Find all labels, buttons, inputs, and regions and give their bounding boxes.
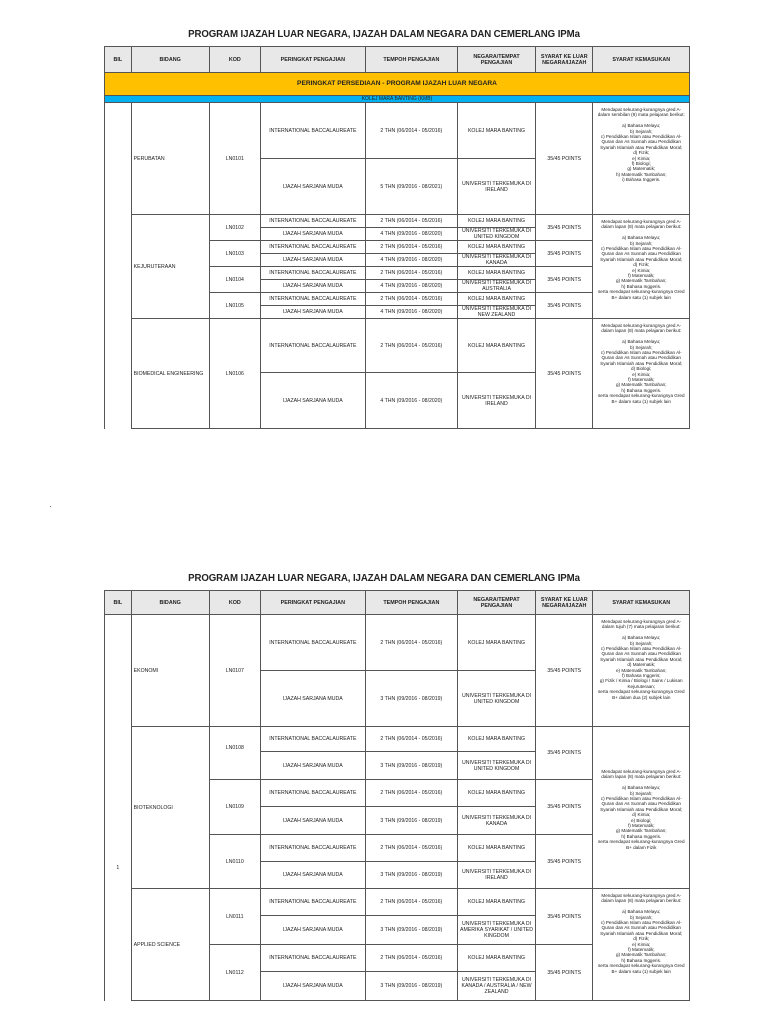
bidang-cell: BIOMEDICAL ENGINEERING xyxy=(131,319,209,429)
col-syarat-masuk: SYARAT KEMASUKAN xyxy=(593,591,690,615)
peringkat-cell: IJAZAH SARJANA MUDA xyxy=(260,916,365,945)
peringkat-cell: IJAZAH SARJANA MUDA xyxy=(260,159,365,215)
negara-cell: KOLEJ MARA BANTING xyxy=(458,889,536,916)
kod-cell: LN0109 xyxy=(209,780,260,835)
negara-cell: UNIVERSITI TERKEMUKA DI IRELAND xyxy=(458,373,536,429)
kod-cell: LN0112 xyxy=(209,945,260,1001)
syarat-luar-cell: 35/45 POINTS xyxy=(536,945,593,1001)
col-peringkat: PERINGKAT PENGAJIAN xyxy=(260,591,365,615)
negara-cell: KOLEJ MARA BANTING xyxy=(458,267,536,280)
syarat-luar-cell: 35/45 POINTS xyxy=(536,780,593,835)
col-syarat-masuk: SYARAT KEMASUKAN xyxy=(593,47,690,73)
tempoh-cell: 2 THN (06/2014 - 05/2016) xyxy=(365,103,457,159)
negara-cell: KOLEJ MARA BANTING xyxy=(458,293,536,306)
tempoh-cell: 2 THN (06/2014 - 05/2016) xyxy=(365,615,457,671)
peringkat-cell: INTERNATIONAL BACCALAUREATE xyxy=(260,615,365,671)
syarat-luar-cell: 35/45 POINTS xyxy=(536,293,593,319)
col-bidang: BIDANG xyxy=(131,47,209,73)
negara-cell: KOLEJ MARA BANTING xyxy=(458,319,536,373)
peringkat-cell: INTERNATIONAL BACCALAUREATE xyxy=(260,945,365,972)
peringkat-cell: INTERNATIONAL BACCALAUREATE xyxy=(260,215,365,228)
page-title: PROGRAM IJAZAH LUAR NEGARA, IJAZAH DALAM NEGARA DAN CEMERLANG IPMa xyxy=(188,28,580,40)
col-tempoh: TEMPOH PENGAJIAN xyxy=(365,47,457,73)
kod-cell: LN0106 xyxy=(209,319,260,429)
kod-cell: LN0111 xyxy=(209,889,260,945)
col-kod: KOD xyxy=(209,591,260,615)
peringkat-cell: IJAZAH SARJANA MUDA xyxy=(260,807,365,835)
peringkat-cell: IJAZAH SARJANA MUDA xyxy=(260,862,365,889)
tempoh-cell: 4 THN (09/2016 - 08/2020) xyxy=(365,373,457,429)
page-title: PROGRAM IJAZAH LUAR NEGARA, IJAZAH DALAM NEGARA DAN CEMERLANG IPMa xyxy=(188,572,580,584)
programme-table xyxy=(104,590,690,1001)
negara-cell: UNIVERSITI TERKEMUKA DI UNITED KINGDOM xyxy=(458,228,536,241)
tempoh-cell: 5 THN (09/2016 - 08/2021) xyxy=(365,159,457,215)
table-row xyxy=(105,727,690,752)
syarat-luar-cell: 35/45 POINTS xyxy=(536,241,593,267)
syarat-masuk-cell: Mendapat sekurang-kurangnya gred A- dalam lapan (8) mata pelajaran berikut: a) Bahasa Melayu; b) Sejarah; c) Pendidikan Islam atau Pendidikan Al-Quran dan As Sunnah atau Pendidikan Syariah Islamiah atau Pendidikan Moral; d) Fizik; e) Kimia; f) Matematik; g) Matematik Tambahan; h) Bahasa Inggeris. serta mendapat sekurang-kurangnya Gred B+ dalam satu (1) subjek lain xyxy=(593,215,690,319)
peringkat-cell: INTERNATIONAL BACCALAUREATE xyxy=(260,241,365,254)
negara-cell: UNIVERSITI TERKEMUKA DI AUSTRALIA xyxy=(458,280,536,293)
kod-cell: LN0102 xyxy=(209,215,260,241)
kod-cell: LN0110 xyxy=(209,835,260,889)
peringkat-cell: INTERNATIONAL BACCALAUREATE xyxy=(260,835,365,862)
tempoh-cell: 4 THN (09/2016 - 08/2020) xyxy=(365,228,457,241)
section-subband xyxy=(105,96,690,103)
syarat-luar-cell: 35/45 POINTS xyxy=(536,615,593,727)
kod-cell: LN0105 xyxy=(209,293,260,319)
tempoh-cell: 3 THN (09/2016 - 08/2019) xyxy=(365,807,457,835)
tempoh-cell: 3 THN (09/2016 - 08/2019) xyxy=(365,972,457,1001)
table-row xyxy=(105,319,690,373)
tempoh-cell: 2 THN (06/2014 - 05/2016) xyxy=(365,267,457,280)
col-peringkat: PERINGKAT PENGAJIAN xyxy=(260,47,365,73)
syarat-luar-cell: 35/45 POINTS xyxy=(536,889,593,945)
negara-cell: KOLEJ MARA BANTING xyxy=(458,727,536,752)
peringkat-cell: IJAZAH SARJANA MUDA xyxy=(260,228,365,241)
syarat-luar-cell: 35/45 POINTS xyxy=(536,267,593,293)
kod-cell: LN0108 xyxy=(209,727,260,780)
kod-cell: LN0103 xyxy=(209,241,260,267)
tempoh-cell: 2 THN (06/2014 - 05/2016) xyxy=(365,319,457,373)
tempoh-cell: 2 THN (06/2014 - 05/2016) xyxy=(365,780,457,807)
peringkat-cell: INTERNATIONAL BACCALAUREATE xyxy=(260,889,365,916)
negara-cell: UNIVERSITI TERKEMUKA DI IRELAND xyxy=(458,862,536,889)
peringkat-cell: INTERNATIONAL BACCALAUREATE xyxy=(260,780,365,807)
tempoh-cell: 2 THN (06/2014 - 05/2016) xyxy=(365,215,457,228)
syarat-masuk-cell: Mendapat sekurang-kurangnya gred A- dalam sembilan (9) mata pelajaran berikut: a) Bahasa Melayu; b) Sejarah; c) Pendidikan Islam atau Pendidikan Al-Quran dan As Sunnah atau Pendidikan Syariah Islamiah atau Pendidikan Moral; d) Fizik; e) Kimia; f) Biologi; g) Matematik; h) Matematik Tambahan; i) Bahasa Inggeris. xyxy=(593,103,690,215)
bidang-cell: KEJURUTERAAN xyxy=(131,215,209,319)
syarat-masuk-cell: Mendapat sekurang-kurangnya gred A- dalam lapan (8) mata pelajaran berikut: a) Bahasa Melayu; b) Sejarah; c) Pendidikan Islam atau Pendidikan Al-Quran dan As Sunnah atau Pendidikan Syariah Islamiah atau Pendidikan Moral; d) Kimia; e) Biologi; f) Matematik; g) Matematik Tambahan; h) Bahasa Inggeris. serta mendapat sekurang-kurangnya Gred B+ dalam Fizik xyxy=(593,727,690,889)
col-negara: NEGARA/TEMPAT PENGAJIAN xyxy=(458,591,536,615)
header-row xyxy=(105,47,690,73)
tempoh-cell: 2 THN (06/2014 - 05/2016) xyxy=(365,293,457,306)
peringkat-cell: IJAZAH SARJANA MUDA xyxy=(260,752,365,780)
negara-cell: KOLEJ MARA BANTING xyxy=(458,241,536,254)
tempoh-cell: 2 THN (06/2014 - 05/2016) xyxy=(365,727,457,752)
syarat-masuk-cell: Mendapat sekurang-kurangnya gred A- dalam lapan (8) mata pelajaran berikut: a) Bahasa Melayu; b) Sejarah; c) Pendidikan Islam atau Pendidikan Al-Quran dan As Sunnah atau Pendidikan Syariah Islamiah atau Pendidikan Moral; d) Biologi; e) Kimia; f) Matematik; g) Matematik Tambahan; h) Bahasa Inggeris. serta mendapat sekurang-kurangnya Gred B+ dalam satu (1) subjek lain xyxy=(593,319,690,429)
negara-cell: UNIVERSITI TERKEMUKA DI NEW ZEALAND xyxy=(458,306,536,319)
peringkat-cell: IJAZAH SARJANA MUDA xyxy=(260,972,365,1001)
table-row xyxy=(105,615,690,671)
peringkat-cell: IJAZAH SARJANA MUDA xyxy=(260,254,365,267)
peringkat-cell: INTERNATIONAL BACCALAUREATE xyxy=(260,727,365,752)
kod-cell: LN0104 xyxy=(209,267,260,293)
negara-cell: KOLEJ MARA BANTING xyxy=(458,103,536,159)
kod-cell: LN0107 xyxy=(209,615,260,727)
syarat-luar-cell: 35/45 POINTS xyxy=(536,103,593,215)
negara-cell: UNIVERSITI TERKEMUKA DI UNITED KINGDOM xyxy=(458,752,536,780)
negara-cell: KOLEJ MARA BANTING xyxy=(458,945,536,972)
bidang-cell: APPLIED SCIENCE xyxy=(131,889,209,1001)
tempoh-cell: 4 THN (09/2016 - 08/2020) xyxy=(365,280,457,293)
negara-cell: UNIVERSITI TERKEMUKA DI KANADA xyxy=(458,807,536,835)
col-bil: BIL xyxy=(105,47,132,73)
syarat-luar-cell: 35/45 POINTS xyxy=(536,215,593,241)
syarat-luar-cell: 35/45 POINTS xyxy=(536,727,593,780)
header-row xyxy=(105,591,690,615)
col-tempoh: TEMPOH PENGAJIAN xyxy=(365,591,457,615)
negara-cell: UNIVERSITI TERKEMUKA DI UNITED KINGDOM xyxy=(458,671,536,727)
negara-cell: KOLEJ MARA BANTING xyxy=(458,615,536,671)
peringkat-cell: INTERNATIONAL BACCALAUREATE xyxy=(260,267,365,280)
col-bidang: BIDANG xyxy=(131,591,209,615)
peringkat-cell: INTERNATIONAL BACCALAUREATE xyxy=(260,293,365,306)
table-row xyxy=(105,889,690,916)
bil-cell xyxy=(105,103,132,429)
tempoh-cell: 3 THN (09/2016 - 08/2019) xyxy=(365,752,457,780)
negara-cell: KOLEJ MARA BANTING xyxy=(458,835,536,862)
negara-cell: UNIVERSITI TERKEMUKA DI IRELAND xyxy=(458,159,536,215)
negara-cell: UNIVERSITI TERKEMUKA DI KANADA xyxy=(458,254,536,267)
syarat-masuk-cell: Mendapat sekurang-kurangnya gred A- dalam lapan (8) mata pelajaran berikut: a) Bahasa Melayu; b) Sejarah; c) Pendidikan Islam atau Pendidikan Al-Quran dan As Sunnah atau Pendidikan Syariah Islamiah atau Pendidikan Moral; d) Fizik; e) Kimia; f) Matematik; g) Matematik Tambahan; h) Bahasa Inggeris. serta mendapat sekurang-kurangnya Gred B+ dalam satu (1) subjek lain xyxy=(593,889,690,1001)
tempoh-cell: 3 THN (09/2016 - 08/2019) xyxy=(365,916,457,945)
col-kod: KOD xyxy=(209,47,260,73)
bil-cell: 1 xyxy=(105,615,132,1001)
peringkat-cell: IJAZAH SARJANA MUDA xyxy=(260,306,365,319)
peringkat-cell: IJAZAH SARJANA MUDA xyxy=(260,671,365,727)
col-syarat-luar: SYARAT KE LUAR NEGARA/IJAZAH xyxy=(536,591,593,615)
peringkat-cell: INTERNATIONAL BACCALAUREATE xyxy=(260,319,365,373)
programme-table xyxy=(104,46,690,429)
negara-cell: KOLEJ MARA BANTING xyxy=(458,215,536,228)
kod-cell: LN0101 xyxy=(209,103,260,215)
col-negara: NEGARA/TEMPAT PENGAJIAN xyxy=(458,47,536,73)
section-subtitle: KOLEJ MARA BANTING (KMB) xyxy=(105,96,690,103)
tempoh-cell: 4 THN (09/2016 - 08/2020) xyxy=(365,306,457,319)
tempoh-cell: 3 THN (09/2016 - 08/2019) xyxy=(365,671,457,727)
syarat-luar-cell: 35/45 POINTS xyxy=(536,835,593,889)
bidang-cell: EKONOMI xyxy=(131,615,209,727)
tempoh-cell: 2 THN (06/2014 - 05/2016) xyxy=(365,241,457,254)
col-bil: BIL xyxy=(105,591,132,615)
stray-mark xyxy=(50,506,51,507)
peringkat-cell: INTERNATIONAL BACCALAUREATE xyxy=(260,103,365,159)
table-row xyxy=(105,215,690,228)
col-syarat-luar: SYARAT KE LUAR NEGARA/IJAZAH xyxy=(536,47,593,73)
syarat-masuk-cell: Mendapat sekurang-kurangnya gred A- dalam tujuh (7) mata pelajaran berikut: a) Bahasa Melayu; b) Sejarah; c) Pendidikan Islam atau Pendidikan Al-Quran dan As Sunnah atau Pendidikan Syariah Islamiah atau Pendidikan Moral; d) Matematik; e) Matematik Tambahan; f) Bahasa Inggeris; g) Fizik / Kimia / Biologi / Sains / Lukisan Kejuruteraan; serta mendapat sekurang-kurangnya Gred B+ dalam dua (2) subjek lain xyxy=(593,615,690,727)
tempoh-cell: 4 THN (09/2016 - 08/2020) xyxy=(365,254,457,267)
tempoh-cell: 2 THN (06/2014 - 05/2016) xyxy=(365,889,457,916)
negara-cell: UNIVERSITI TERKEMUKA DI AMERIKA SYARIKAT / UNITED KINGDOM xyxy=(458,916,536,945)
peringkat-cell: IJAZAH SARJANA MUDA xyxy=(260,280,365,293)
negara-cell: KOLEJ MARA BANTING xyxy=(458,780,536,807)
peringkat-cell: IJAZAH SARJANA MUDA xyxy=(260,373,365,429)
table-row xyxy=(105,103,690,159)
bidang-cell: PERUBATAN xyxy=(131,103,209,215)
bidang-cell: BIOTEKNOLOGI xyxy=(131,727,209,889)
syarat-luar-cell: 35/45 POINTS xyxy=(536,319,593,429)
tempoh-cell: 3 THN (09/2016 - 08/2019) xyxy=(365,862,457,889)
section-band xyxy=(105,73,690,96)
negara-cell: UNIVERSITI TERKEMUKA DI KANADA / AUSTRALIA / NEW ZEALAND xyxy=(458,972,536,1001)
tempoh-cell: 2 THN (06/2014 - 05/2016) xyxy=(365,835,457,862)
tempoh-cell: 2 THN (06/2014 - 05/2016) xyxy=(365,945,457,972)
section-title: PERINGKAT PERSEDIAAN - PROGRAM IJAZAH LUAR NEGARA xyxy=(105,73,690,96)
